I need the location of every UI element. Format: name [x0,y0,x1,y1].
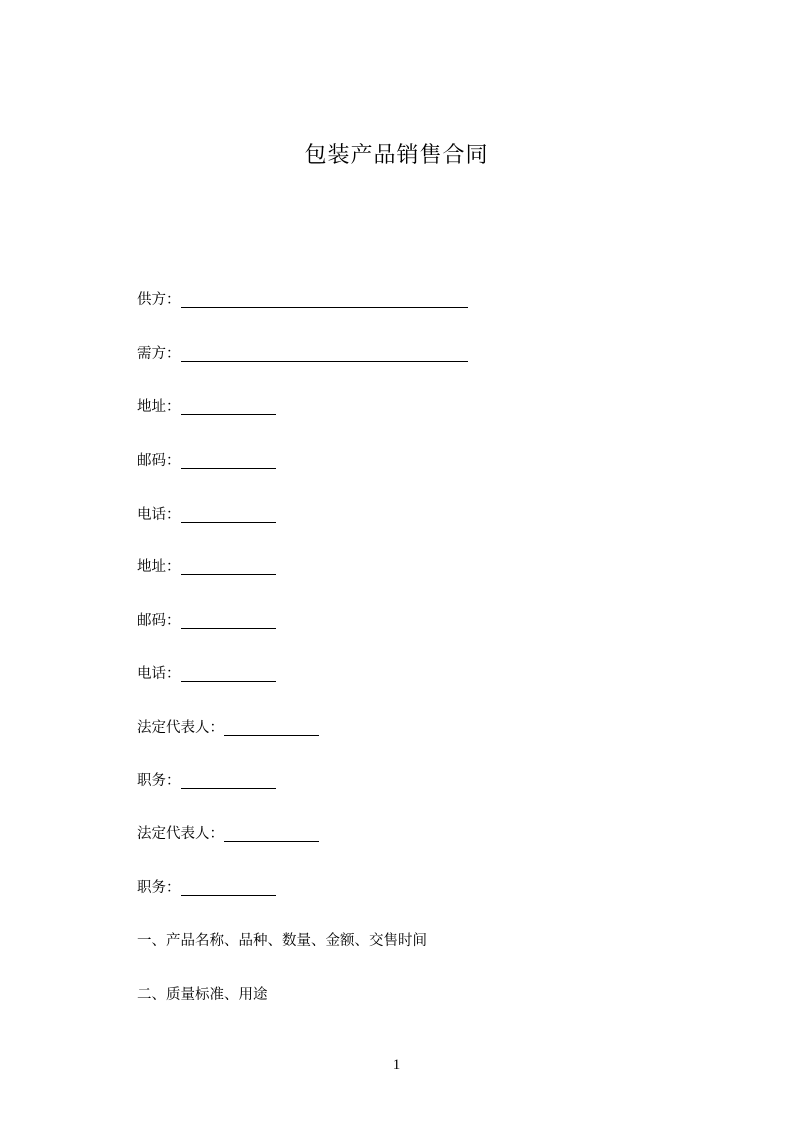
phone-blank-2[interactable] [181,664,276,682]
legal-rep-field-1 [137,718,319,738]
buyer-blank[interactable] [181,344,468,362]
buyer-field [137,344,468,364]
legal-rep-blank-1[interactable] [224,718,319,736]
postcode-label-1: 邮码： [137,453,181,469]
address-field-1 [137,397,276,417]
supplier-field [137,290,468,310]
position-label-2: 职务： [137,880,181,896]
page-number: 1 [392,1057,401,1073]
address-field-2 [137,557,276,577]
phone-field-1 [137,505,276,525]
legal-rep-blank-2[interactable] [224,824,319,842]
position-field-2 [137,878,276,898]
position-label-1: 职务： [137,773,181,789]
postcode-blank-1[interactable] [181,451,276,469]
postcode-label-2: 邮码： [137,613,181,629]
supplier-blank[interactable] [181,290,468,308]
legal-rep-field-2 [137,824,319,844]
postcode-blank-2[interactable] [181,611,276,629]
section-heading-1: 一、产品名称、品种、数量、金额、交售时间 [137,933,427,949]
position-field-1 [137,771,276,791]
section-heading-2: 二、质量标准、用途 [137,987,268,1003]
address-blank-1[interactable] [181,397,276,415]
phone-blank-1[interactable] [181,505,276,523]
position-blank-1[interactable] [181,771,276,789]
buyer-label: 需方： [137,346,181,362]
address-label-2: 地址： [137,559,181,575]
position-blank-2[interactable] [181,878,276,896]
legal-rep-label-2: 法定代表人： [137,826,224,842]
supplier-label: 供方： [137,292,181,308]
phone-field-2 [137,664,276,684]
phone-label-1: 电话： [137,507,181,523]
legal-rep-label-1: 法定代表人： [137,720,224,736]
postcode-field-1 [137,451,276,471]
postcode-field-2 [137,611,276,631]
address-label-1: 地址： [137,399,181,415]
document-title: 包装产品销售合同 [304,143,489,168]
address-blank-2[interactable] [181,557,276,575]
phone-label-2: 电话： [137,666,181,682]
